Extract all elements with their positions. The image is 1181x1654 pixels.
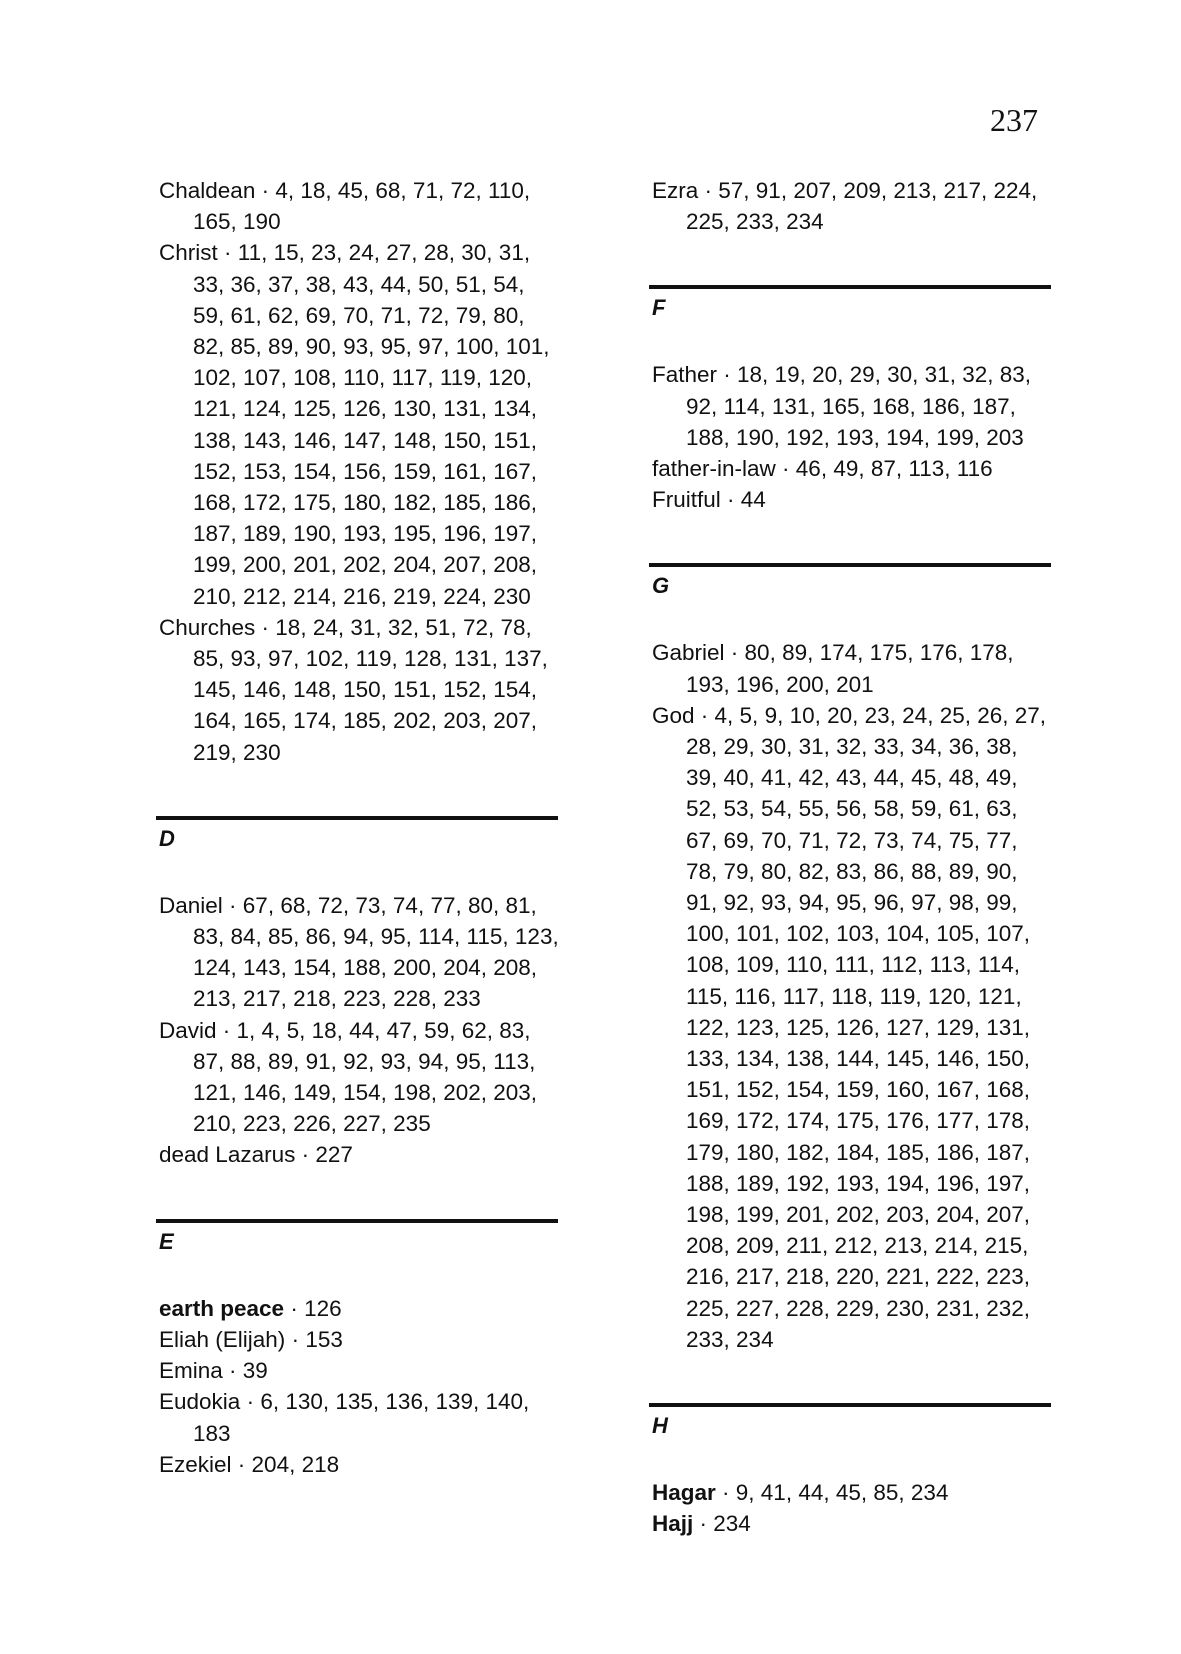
index-separator: ·: [295, 1142, 316, 1168]
index-page-references: 6, 130, 135, 136, 139, 140, 183: [193, 1389, 530, 1446]
index-term: Emina: [159, 1358, 223, 1384]
index-page-references: 4, 5, 9, 10, 20, 23, 24, 25, 26, 27, 28, 29, 30, 31, 32, 33, 34, 36, 38, 39, 40, 41, 42, 43, 44, 45, 48, 49, 52, 53, 54, 55, 56, 58, 59, 61, 63, 67, 69, 70, 71, 72, 73, 74, 75, 77, 78, 79, 80, 82, 83, 86, 88, 89, 90, 91, 92, 93, 94, 95, 96, 97, 98, 99, 100, 101, 102, 103, 104, 105, 107, 108, 109, 110, 111, 112, 113, 114, 115, 116, 117, 118, 119, 120, 121, 122, 123, 125, 126, 127, 129, 131, 133, 134, 138, 144, 145, 146, 150, 151, 152, 154, 159, 160, 167, 168, 169, 172, 174, 175, 176, 177, 178, 179, 180, 182, 184, 185, 186, 187, 188, 189, 192, 193, 194, 196, 197, 198, 199, 201, 202, 203, 204, 207, 208, 209, 211, 212, 213, 214, 215, 216, 217, 218, 220, 221, 222, 223, 225, 227, 228, 229, 230, 231, 232, 233, 234: [686, 702, 1047, 1352]
index-separator: ·: [694, 702, 715, 728]
index-entry: [652, 175, 1052, 237]
index-term: Chaldean: [159, 178, 256, 203]
index-page-references: 57, 91, 207, 209, 213, 217, 224, 225, 233, 234: [686, 178, 1038, 235]
index-page-references: 80, 89, 174, 175, 176, 178, 193, 196, 200, 201: [686, 640, 1014, 697]
index-entry: [652, 700, 1052, 1355]
index-section: [652, 563, 1052, 1355]
index-term: Father: [652, 362, 718, 388]
index-separator: ·: [255, 178, 276, 203]
index-term: earth peace: [159, 1295, 285, 1321]
index-term: Hagar: [652, 1480, 716, 1506]
index-term: Christ: [159, 240, 218, 266]
index-term: Churches: [159, 614, 256, 640]
index-separator: ·: [284, 1295, 305, 1321]
index-entry: [652, 484, 1052, 515]
section-letter-heading: E: [159, 1228, 174, 1254]
index-page-references: 67, 68, 72, 73, 74, 77, 80, 81, 83, 84, 85, 86, 94, 95, 114, 115, 123, 124, 143, 154, 188, 200, 204, 208, 213, 217, 218, 223, 228, 233: [193, 892, 559, 1012]
index-entry: [652, 1477, 1052, 1508]
index-term: Eliah (Elijah): [159, 1326, 286, 1352]
index-separator: ·: [715, 1480, 736, 1506]
index-page-references: 234: [713, 1511, 751, 1537]
index-section: [652, 285, 1052, 515]
index-entry: [159, 1355, 559, 1386]
index-separator: ·: [724, 640, 745, 666]
index-page-references: 126: [304, 1295, 342, 1321]
index-separator: ·: [693, 1511, 714, 1537]
index-page-references: 1, 4, 5, 18, 44, 47, 59, 62, 83, 87, 88, 89, 91, 92, 93, 94, 95, 113, 121, 146, 149, 154, 198, 202, 203, 210, 223, 226, 227, 235: [193, 1017, 538, 1137]
index-term: Daniel: [159, 892, 223, 918]
section-letter-heading: G: [652, 573, 670, 599]
index-page-references: 153: [305, 1326, 343, 1352]
index-term: Hajj: [652, 1511, 694, 1537]
index-separator: ·: [222, 1358, 243, 1384]
index-separator: ·: [231, 1451, 252, 1477]
index-entry: [159, 1386, 559, 1448]
index-page-references: 18, 24, 31, 32, 51, 72, 78, 85, 93, 97, 102, 119, 128, 131, 137, 145, 146, 148, 150, 151, 152, 154, 164, 165, 174, 185, 202, 203, 207, 219, 230: [193, 614, 548, 765]
index-separator: ·: [698, 178, 719, 203]
index-term: David: [159, 1017, 217, 1043]
index-term: father-in-law: [652, 456, 776, 482]
index-term: Gabriel: [652, 640, 725, 666]
index-entry: [159, 1324, 559, 1355]
index-term: Fruitful: [652, 487, 721, 513]
index-column-right: [652, 175, 1052, 1540]
index-separator: ·: [720, 487, 741, 513]
index-term: dead Lazarus: [159, 1142, 296, 1168]
index-entry: [159, 1139, 559, 1170]
index-entry: [652, 359, 1052, 453]
index-separator: ·: [240, 1389, 261, 1415]
index-page-references: 46, 49, 87, 113, 116: [795, 456, 993, 482]
index-entry: [159, 1449, 559, 1480]
index-entry: [159, 175, 559, 237]
section-letter-heading: D: [159, 825, 175, 851]
index-separator: ·: [285, 1326, 306, 1352]
index-separator: ·: [255, 614, 276, 640]
index-term: Ezekiel: [159, 1451, 232, 1477]
index-entry: [159, 612, 559, 768]
index-page-references: 227: [315, 1142, 353, 1168]
index-column-left: [159, 175, 559, 1480]
index-page-references: 9, 41, 44, 45, 85, 234: [735, 1480, 949, 1506]
index-page-references: 44: [740, 487, 766, 513]
index-separator: ·: [216, 1017, 237, 1043]
index-section: [159, 816, 559, 1171]
index-section: [652, 1403, 1052, 1539]
index-entry: [159, 237, 559, 611]
section-letter-heading: F: [652, 295, 666, 321]
index-page-references: 18, 19, 20, 29, 30, 31, 32, 83, 92, 114, 131, 165, 168, 186, 187, 188, 190, 192, 193, 194, 199, 203: [686, 362, 1032, 450]
index-entry: [652, 453, 1052, 484]
index-page-references: 204, 218: [251, 1451, 340, 1477]
index-entry: [159, 1293, 559, 1324]
index-entry: [652, 1508, 1052, 1539]
index-separator: ·: [717, 362, 738, 388]
index-term: God: [652, 702, 695, 728]
index-page-references: 11, 15, 23, 24, 27, 28, 30, 31, 33, 36, 37, 38, 43, 44, 50, 51, 54, 59, 61, 62, 69, 70, 71, 72, 79, 80, 82, 85, 89, 90, 93, 95, 97, 100, 101, 102, 107, 108, 110, 117, 119, 120, 121, 124, 125, 126, 130, 131, 134, 138, 143, 146, 147, 148, 150, 151, 152, 153, 154, 156, 159, 161, 167, 168, 172, 175, 180, 182, 185, 186, 187, 189, 190, 193, 195, 196, 197, 199, 200, 201, 202, 204, 207, 208, 210, 212, 214, 216, 219, 224, 230: [193, 240, 550, 609]
index-term: Ezra: [652, 178, 699, 203]
index-page-references: 4, 18, 45, 68, 71, 72, 110, 165, 190: [193, 178, 531, 235]
index-section: [159, 1219, 559, 1480]
index-separator: ·: [775, 456, 796, 482]
index-term: Eudokia: [159, 1389, 241, 1415]
page-number: 237: [990, 102, 1038, 138]
index-page-references: 39: [242, 1358, 268, 1384]
index-entry: [652, 637, 1052, 699]
index-separator: ·: [222, 892, 243, 918]
index-entry: [159, 890, 559, 1015]
section-letter-heading: H: [652, 1413, 668, 1439]
index-separator: ·: [217, 240, 238, 266]
index-entry: [159, 1015, 559, 1140]
